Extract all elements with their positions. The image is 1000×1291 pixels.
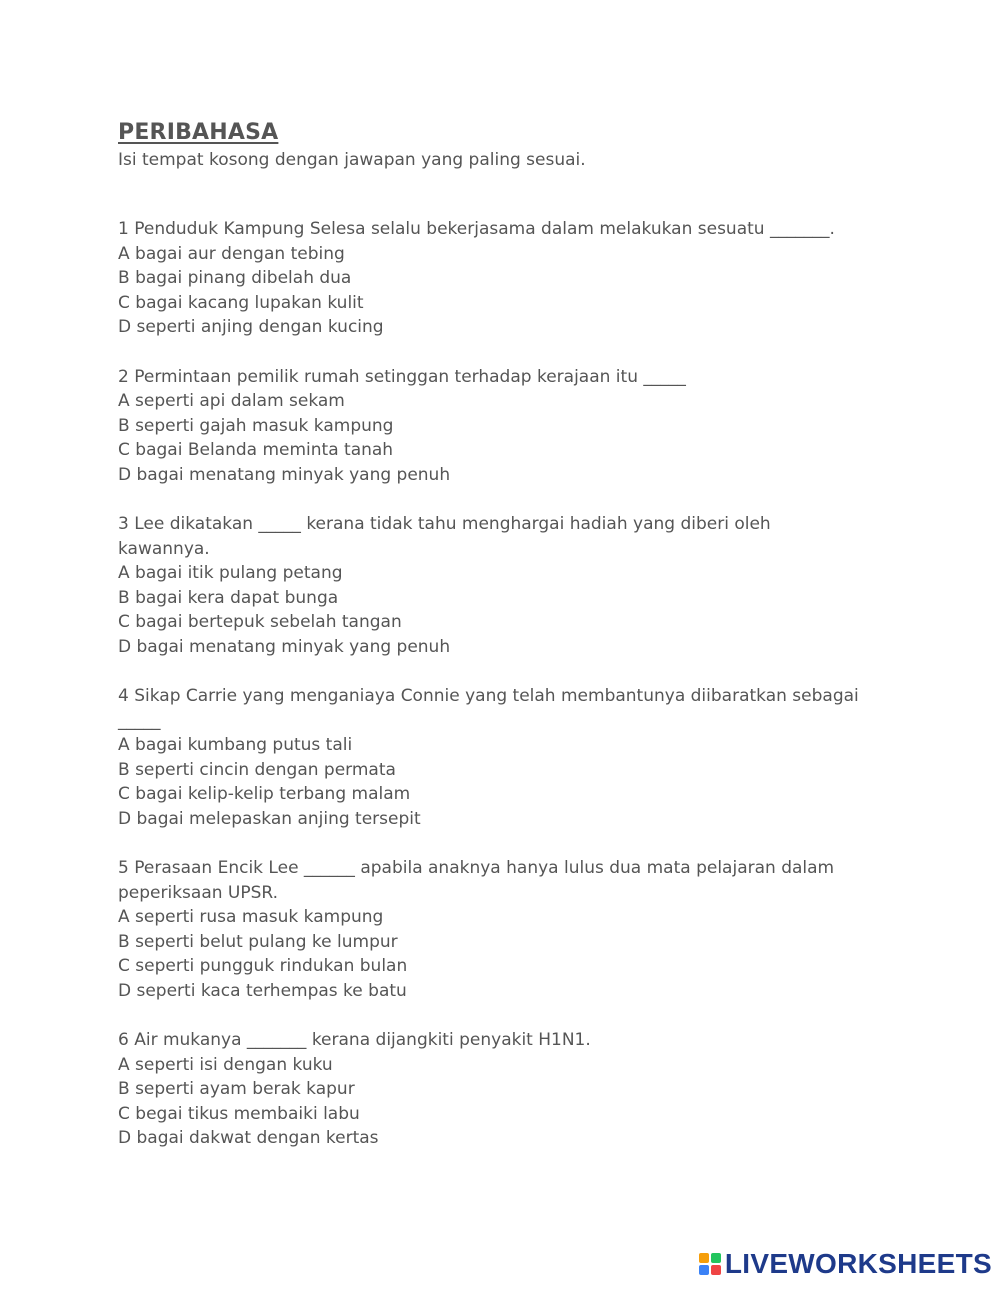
question-block xyxy=(118,856,878,1003)
answer-option: A bagai aur dengan tebing xyxy=(118,243,345,264)
question-block xyxy=(118,512,878,659)
logo-blocks-icon xyxy=(699,1253,721,1275)
question-text: 1 Penduduk Kampung Selesa selalu bekerjasama dalam melakukan sesuatu _______. xyxy=(118,219,835,239)
answer-option: C bagai kacang lupakan kulit xyxy=(118,292,364,313)
answer-option: B seperti gajah masuk kampung xyxy=(118,415,394,436)
answer-option: A bagai kumbang putus tali xyxy=(118,735,353,755)
answer-option: A seperti rusa masuk kampung xyxy=(118,907,384,927)
question-list xyxy=(118,217,878,1151)
answer-option: C begai tikus membaiki labu xyxy=(118,1103,360,1124)
question-block xyxy=(118,684,878,831)
logo-text: LIVEWORKSHEETS xyxy=(724,1248,992,1279)
question-text: 2 Permintaan pemilik rumah setinggan terhadap kerajaan itu _____ xyxy=(118,366,686,387)
question-text: 5 Perasaan Encik Lee ______ apabila anaknya hanya lulus dua mata pelajaran dalam xyxy=(118,858,835,878)
question-block xyxy=(118,1028,878,1151)
answer-option: D seperti kaca terhempas ke batu xyxy=(118,980,407,1001)
question-text: 6 Air mukanya _______ kerana dijangkiti penyakit H1N1. xyxy=(118,1030,591,1050)
answer-option: D bagai melepaskan anjing tersepit xyxy=(118,808,421,829)
answer-option: B bagai pinang dibelah dua xyxy=(118,268,352,288)
worksheet-page xyxy=(118,118,878,1176)
answer-option: B seperti cincin dengan permata xyxy=(118,759,396,780)
instruction-text: Isi tempat kosong dengan jawapan yang paling sesuai. xyxy=(118,150,586,170)
question-text: kawannya. xyxy=(118,538,210,559)
question-text: peperiksaan UPSR. xyxy=(118,882,279,903)
question-block xyxy=(118,217,878,340)
answer-option: B seperti belut pulang ke lumpur xyxy=(118,931,398,952)
answer-option: B bagai kera dapat bunga xyxy=(118,587,339,608)
answer-option: C bagai bertepuk sebelah tangan xyxy=(118,612,402,632)
answer-option: C bagai kelip-kelip terbang malam xyxy=(118,784,411,804)
liveworksheets-logo xyxy=(699,1247,992,1281)
question-text: 4 Sikap Carrie yang menganiaya Connie yang telah membantunya diibaratkan sebagai xyxy=(118,686,859,706)
answer-option: C seperti pungguk rindukan bulan xyxy=(118,956,408,976)
logo-block xyxy=(699,1265,709,1275)
logo-block xyxy=(711,1253,721,1263)
answer-option: C bagai Belanda meminta tanah xyxy=(118,440,394,460)
answer-option: D seperti anjing dengan kucing xyxy=(118,317,384,337)
answer-option: A bagai itik pulang petang xyxy=(118,563,343,583)
question-text: 3 Lee dikatakan _____ kerana tidak tahu menghargai hadiah yang diberi oleh xyxy=(118,514,771,534)
logo-block xyxy=(711,1265,721,1275)
answer-option: A seperti isi dengan kuku xyxy=(118,1054,333,1075)
answer-option: D bagai menatang minyak yang penuh xyxy=(118,464,451,485)
question-block xyxy=(118,365,878,488)
question-text: _____ xyxy=(118,710,161,731)
answer-option: B seperti ayam berak kapur xyxy=(118,1079,355,1099)
answer-option: D bagai menatang minyak yang penuh xyxy=(118,636,451,657)
answer-option: A seperti api dalam sekam xyxy=(118,391,345,411)
logo-block xyxy=(699,1253,709,1263)
page-title: PERIBAHASA xyxy=(118,120,279,145)
answer-option: D bagai dakwat dengan kertas xyxy=(118,1128,379,1148)
